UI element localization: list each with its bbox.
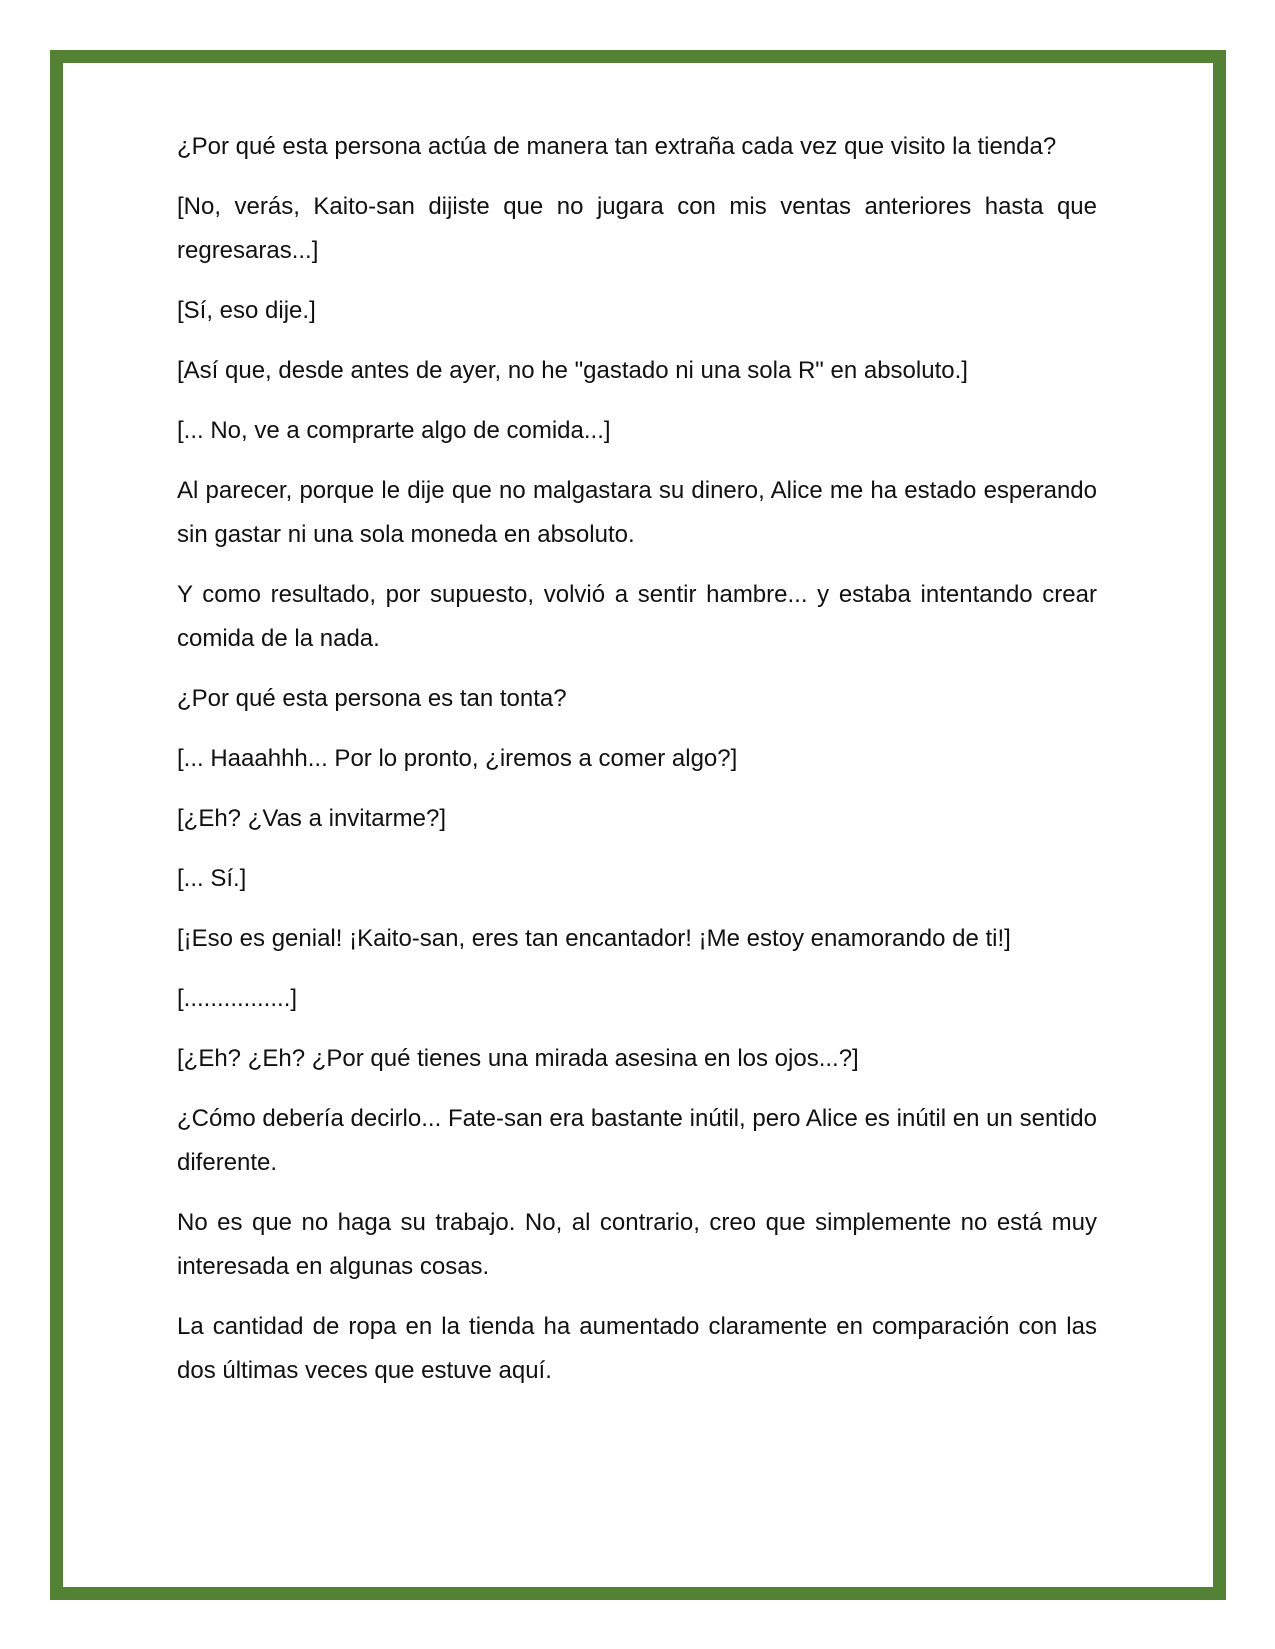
paragraph: [No, verás, Kaito-san dijiste que no jugara con mis ventas anteriores hasta que regresaras...] bbox=[177, 193, 1097, 264]
paragraph: [Así que, desde antes de ayer, no he "gastado ni una sola R" en absoluto.] bbox=[177, 357, 968, 384]
paragraph: Al parecer, porque le dije que no malgastara su dinero, Alice me ha estado esperando sin gastar ni una sola moneda en absoluto. bbox=[177, 477, 1097, 548]
paragraph: ¿Por qué esta persona es tan tonta? bbox=[177, 685, 567, 712]
paragraph: [................] bbox=[177, 985, 298, 1012]
paragraph: [Sí, eso dije.] bbox=[177, 297, 316, 324]
paragraph: [... No, ve a comprarte algo de comida...] bbox=[177, 417, 611, 444]
paragraph: Y como resultado, por supuesto, volvió a sentir hambre... y estaba intentando crear comida de la nada. bbox=[177, 581, 1097, 652]
paragraph: [... Haaahhh... Por lo pronto, ¿iremos a comer algo?] bbox=[177, 745, 738, 772]
paragraph: [... Sí.] bbox=[177, 865, 247, 892]
paragraph: La cantidad de ropa en la tienda ha aumentado claramente en comparación con las dos últimas veces que estuve aquí. bbox=[177, 1313, 1097, 1384]
paragraph: [¡Eso es genial! ¡Kaito-san, eres tan encantador! ¡Me estoy enamorando de ti!] bbox=[177, 925, 1011, 952]
paragraph: [¿Eh? ¿Vas a invitarme?] bbox=[177, 805, 446, 832]
paragraph: No es que no haga su trabajo. No, al contrario, creo que simplemente no está muy interesada en algunas cosas. bbox=[177, 1209, 1097, 1280]
paragraph: ¿Por qué esta persona actúa de manera tan extraña cada vez que visito la tienda? bbox=[177, 133, 1057, 160]
document-body bbox=[177, 125, 1097, 1409]
paragraph: [¿Eh? ¿Eh? ¿Por qué tienes una mirada asesina en los ojos...?] bbox=[177, 1045, 859, 1072]
paragraph: ¿Cómo debería decirlo... Fate-san era bastante inútil, pero Alice es inútil en un sentido diferente. bbox=[177, 1105, 1097, 1176]
